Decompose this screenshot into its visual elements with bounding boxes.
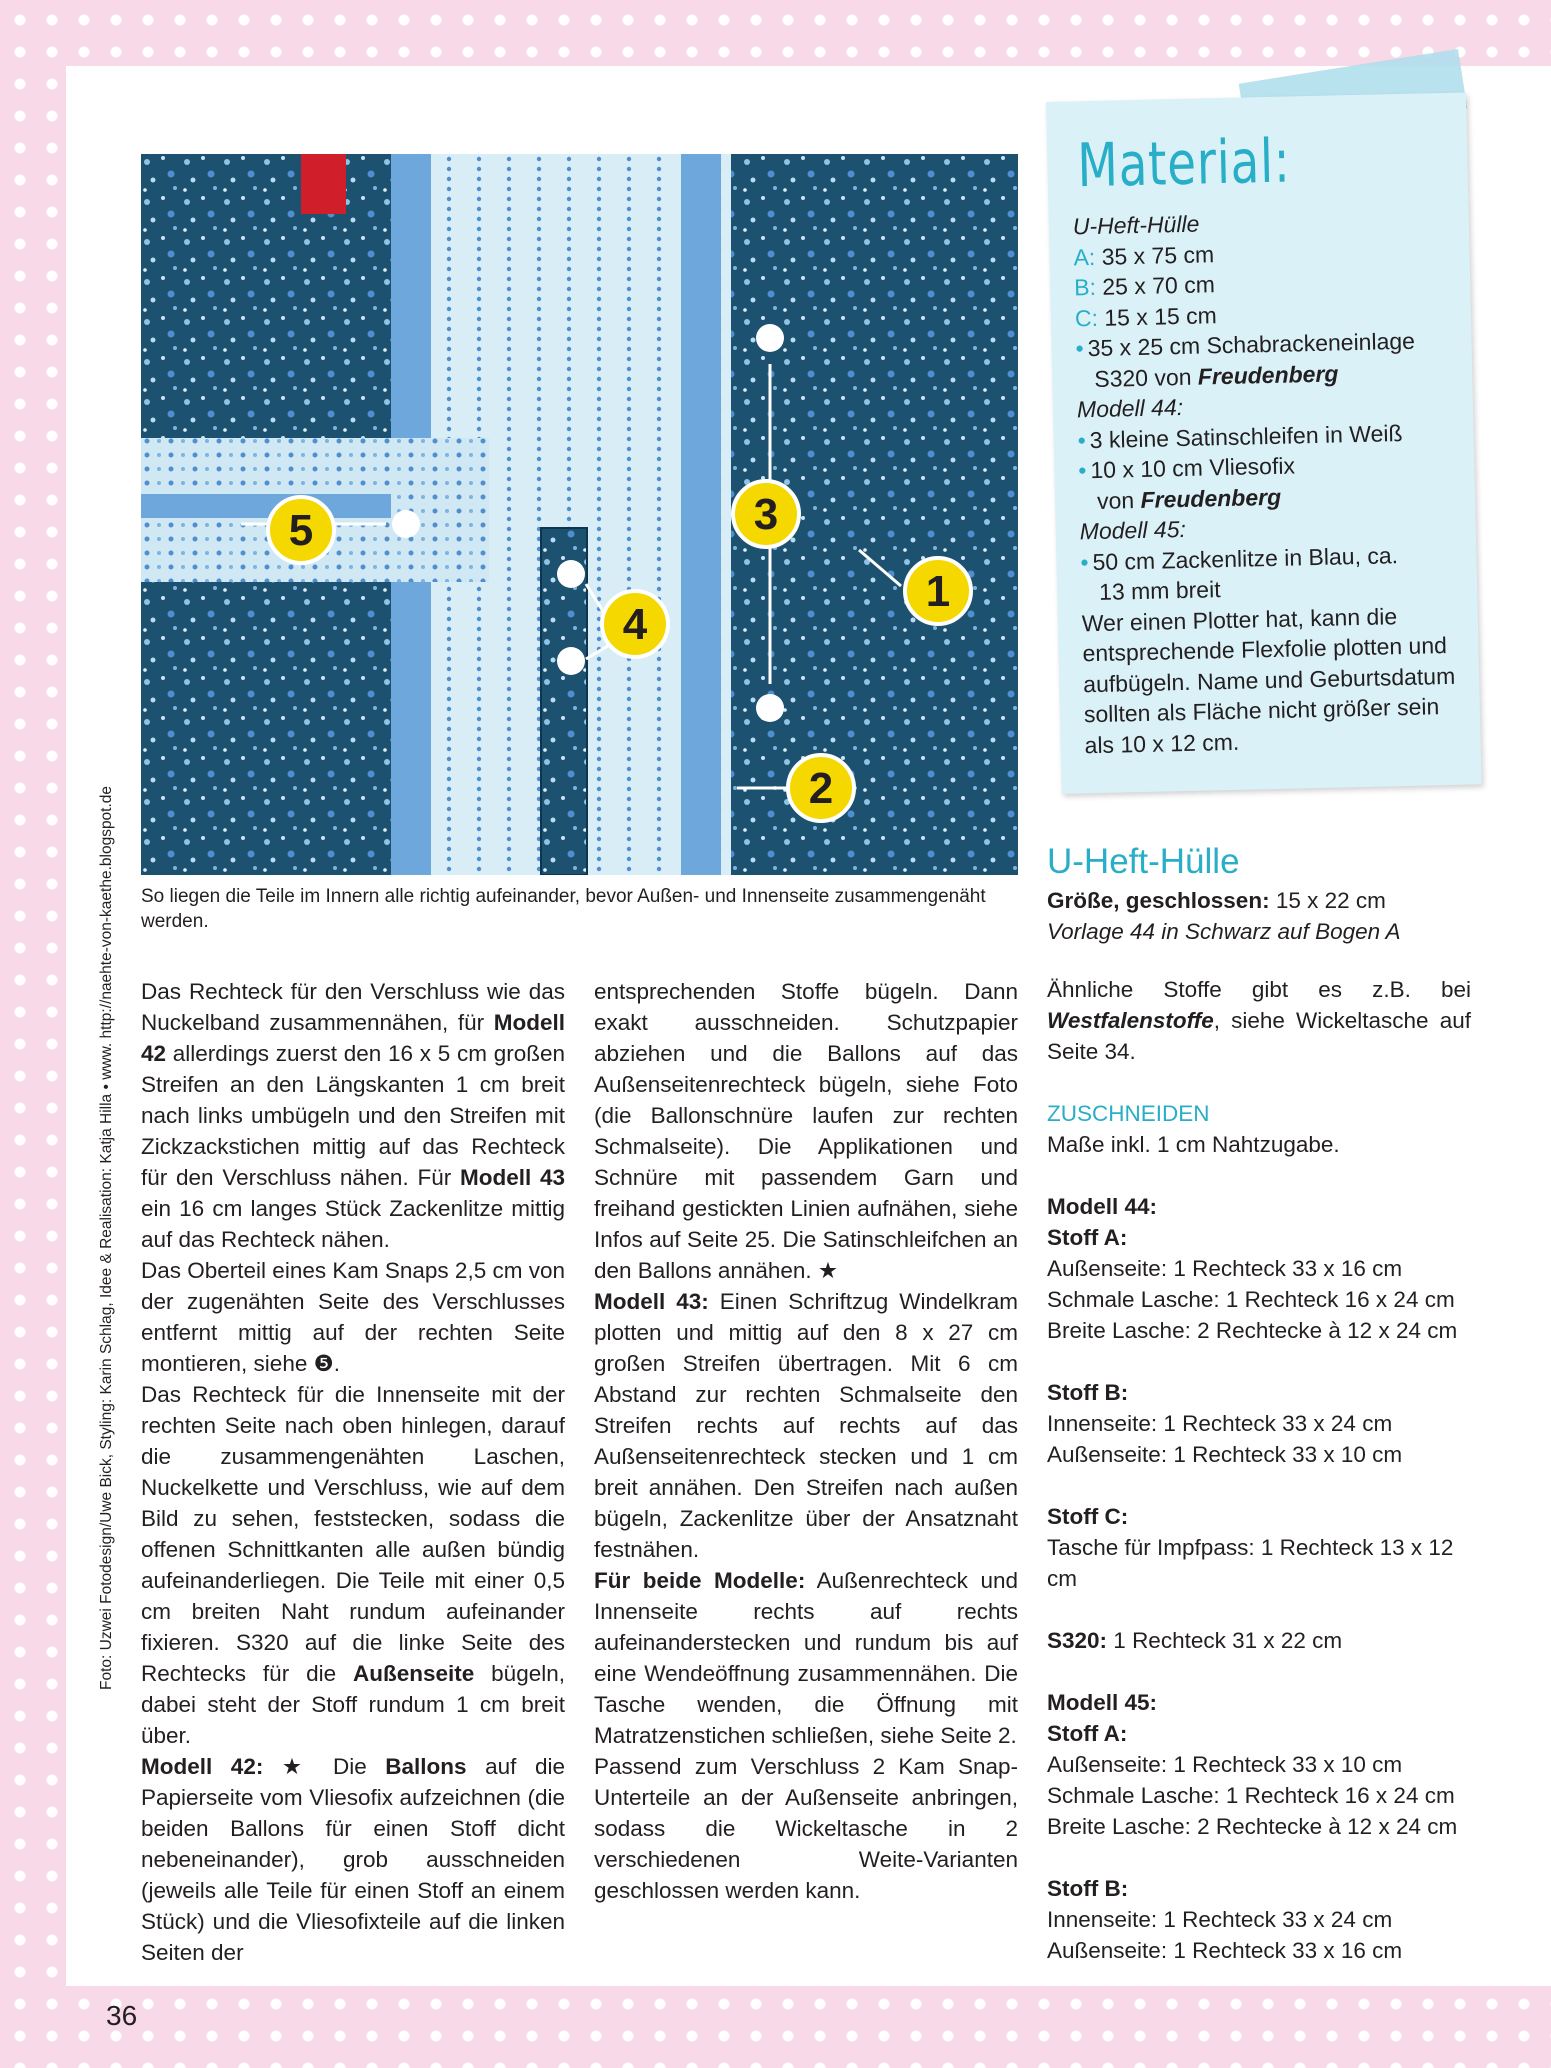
- marker-3-text: 3: [753, 490, 779, 539]
- material-title: Material:: [1076, 126, 1292, 202]
- stoff-c-heading: Stoff C:: [1047, 1504, 1129, 1529]
- cut-item: Schmale Lasche: 1 Rechteck 16 x 24 cm: [1047, 1783, 1455, 1808]
- material-heading-m45: Modell 45:: [1079, 515, 1187, 545]
- marker-1: [905, 558, 971, 624]
- material-item-vliesofix-brand: von Freudenberg: [1096, 483, 1282, 514]
- stoff-b-heading: Stoff B:: [1047, 1876, 1129, 1901]
- material-item-zackenlitze: • 50 cm Zackenlitze in Blau, ca.: [1080, 541, 1399, 575]
- section-title: U-Heft-Hülle: [1047, 842, 1240, 881]
- marker-3: [733, 481, 799, 547]
- material-c: C: 15 x 15 cm: [1074, 301, 1218, 331]
- marker-2-text: 2: [808, 764, 834, 813]
- paragraph: Passend zum Verschluss 2 Kam Snap-Unterteile an der Außenseite anbringen, sodass die Wickeltasche in 2 verschiedenen Weite-Varianten geschlossen werden kann.: [594, 1754, 1018, 1903]
- stoff-a-heading: Stoff A:: [1047, 1721, 1128, 1746]
- snap-3b: [756, 694, 784, 722]
- marker-4-text: 4: [622, 600, 648, 649]
- snap-4a: [557, 560, 585, 588]
- cut-item: Innenseite: 1 Rechteck 33 x 24 cm: [1047, 1411, 1393, 1436]
- material-heading-uheft: U-Heft-Hülle: [1072, 210, 1200, 240]
- material-list: [1072, 203, 1474, 761]
- marker-4: [602, 591, 668, 657]
- cut-item: Außenseite: 1 Rechteck 33 x 16 cm: [1047, 1256, 1403, 1281]
- tutorial-photo: [141, 154, 1018, 875]
- snap-4b: [557, 647, 585, 675]
- snap-5: [392, 510, 420, 538]
- text-column-2: [594, 976, 1018, 1906]
- photo-caption: So liegen die Teile im Innern alle richtig aufeinander, bevor Außen- und Innenseite zusammengenäht werden.: [141, 886, 986, 932]
- paragraph: Für beide Modelle: Außenrechteck und Innenseite rechts auf rechts aufeinanderstecken und rundum bis auf eine Wendeöffnung zusammennähen. Die Tasche wenden, die Öffnung mit Matratzenstichen schließen, siehe Seite 2.: [594, 1568, 1018, 1748]
- text-column-3: [1047, 974, 1471, 1966]
- cut-item: Innenseite: 1 Rechteck 33 x 24 cm: [1047, 1907, 1393, 1932]
- closure-rickrack: [141, 494, 391, 518]
- snap-3a: [756, 324, 784, 352]
- marker-2: [788, 755, 854, 821]
- size-line: Größe, geschlossen: 15 x 22 cm: [1047, 888, 1386, 913]
- cut-item: Breite Lasche: 2 Rechtecke à 12 x 24 cm: [1047, 1814, 1458, 1839]
- cut-heading: ZUSCHNEIDEN: [1047, 1101, 1210, 1126]
- stoff-a-heading: Stoff A:: [1047, 1225, 1128, 1250]
- cut-item: Tasche für Impfpass: 1 Rechteck 13 x 12 cm: [1047, 1535, 1454, 1591]
- marker-1-text: 1: [925, 567, 951, 616]
- stoff-b-heading: Stoff B:: [1047, 1380, 1129, 1405]
- material-heading-m44: Modell 44:: [1076, 393, 1184, 423]
- material-item-s320: S320 von Freudenberg: [1093, 359, 1339, 392]
- material-item-vliesofix: • 10 x 10 cm Vliesofix: [1078, 452, 1296, 484]
- size-info: [1047, 885, 1467, 947]
- fabric-intro: Ähnliche Stoffe gibt es z.B. bei Westfalenstoffe, siehe Wickeltasche auf Seite 34.: [1047, 977, 1471, 1064]
- marker-5-text: 5: [288, 506, 314, 555]
- model-45-heading: Modell 45:: [1047, 1690, 1158, 1715]
- paragraph: Modell 42: ★ Die Ballons auf die Papierseite vom Vliesofix aufzeichnen (die beiden Ballons für einen Stoff dicht nebeneinander), grob ausschneiden (jeweils alle Teile für einen Stoff an einem Stück) und die Vliesofixteile auf die linken Seiten der: [141, 1754, 565, 1965]
- material-item-satin: • 3 kleine Satinschleifen in Weiß: [1077, 419, 1403, 453]
- paragraph: Das Oberteil eines Kam Snaps 2,5 cm von der zugenähten Seite des Verschlusses entfernt mittig auf der rechten Seite montieren, siehe ❺.: [141, 1258, 565, 1376]
- material-b: B: 25 x 70 cm: [1073, 271, 1216, 301]
- photo-credit: Foto: Uzwei Fotodesign/Uwe Bick, Styling: Karin Schlag, Idee & Realisation: Katja Hilla • www. http://naehte-von-kaethe.blogspot.de: [98, 785, 115, 1690]
- cut-item: Außenseite: 1 Rechteck 33 x 10 cm: [1047, 1442, 1403, 1467]
- material-box: [1046, 92, 1482, 793]
- cut-item: Außenseite: 1 Rechteck 33 x 10 cm: [1047, 1752, 1403, 1777]
- material-a: A: 35 x 75 cm: [1073, 240, 1215, 270]
- material-item-schabracke: • 35 x 25 cm Schabrackeneinlage: [1075, 327, 1416, 362]
- cut-item: Schmale Lasche: 1 Rechteck 16 x 24 cm: [1047, 1287, 1455, 1312]
- page-number: 36: [106, 2000, 138, 2031]
- cut-note: Maße inkl. 1 cm Nahtzugabe.: [1047, 1132, 1340, 1157]
- cut-item: Außenseite: 1 Rechteck 33 x 16 cm: [1047, 1938, 1403, 1963]
- model-44-heading: Modell 44:: [1047, 1194, 1158, 1219]
- material-note: Wer einen Plotter hat, kann die entsprechende Flexfolie plotten und aufbügeln. Name und Geburtsdatum sollten als Fläche nicht größer sein als 10 x 12 cm.: [1081, 602, 1456, 758]
- cut-item: Breite Lasche: 2 Rechtecke à 12 x 24 cm: [1047, 1318, 1458, 1343]
- paragraph: entsprechenden Stoffe bügeln. Dann exakt ausschneiden. Schutzpapier abziehen und die Ballons auf das Außenseitenrechteck bügeln, siehe Foto (die Ballonschnüre laufen zur rechten Schmalseite). Die Applikationen und Schnüre mit passendem Garn und freihand gestickten Linien aufnähen, siehe Infos auf Seite 25. Die Satinschleifchen an den Ballons annähen. ★: [594, 979, 1018, 1283]
- s320-line: S320: 1 Rechteck 31 x 22 cm: [1047, 1628, 1343, 1653]
- paragraph: Das Rechteck für den Verschluss wie das Nuckelband zusammennähen, für Modell 42 allerdings zuerst den 16 x 5 cm großen Streifen an den Längskanten 1 cm breit nach links umbügeln und den Streifen mit Zickzackstichen mittig auf das Rechteck für den Verschluss nähen. Für Modell 43 ein 16 cm langes Stück Zackenlitze mittig auf das Rechteck nähen.: [141, 979, 566, 1252]
- rickrack-right: [681, 154, 721, 875]
- label-tag: [301, 154, 346, 214]
- text-column-1: [141, 976, 565, 1968]
- marker-5: [268, 497, 334, 563]
- material-item-zackenlitze-width: 13 mm breit: [1098, 576, 1221, 605]
- template-line: Vorlage 44 in Schwarz auf Bogen A: [1047, 919, 1401, 944]
- paragraph: Modell 43: Einen Schriftzug Windelkram plotten und mittig auf den 8 x 27 cm großen Streifen übertragen. Mit 6 cm Abstand zur rechten Schmalseite den Streifen rechts auf rechts auf das Außenseitenrechteck stecken und 1 cm breit annähen. Den Streifen nach außen bügeln, Zackenlitze über der Ansatznaht festnähen.: [594, 1289, 1018, 1562]
- paragraph: Das Rechteck für die Innenseite mit der rechten Seite nach oben hinlegen, darauf die zusammengenähten Laschen, Nuckelkette und Verschluss, wie auf dem Bild zu sehen, feststecken, sodass die offenen Schnittkanten alle außen bündig aufeinanderliegen. Die Teile mit einer 0,5 cm breiten Naht rundum aufeinander fixieren. S320 auf die linke Seite des Rechtecks für die Außenseite bügeln, dabei steht der Stoff rundum 1 cm breit über.: [141, 1382, 565, 1748]
